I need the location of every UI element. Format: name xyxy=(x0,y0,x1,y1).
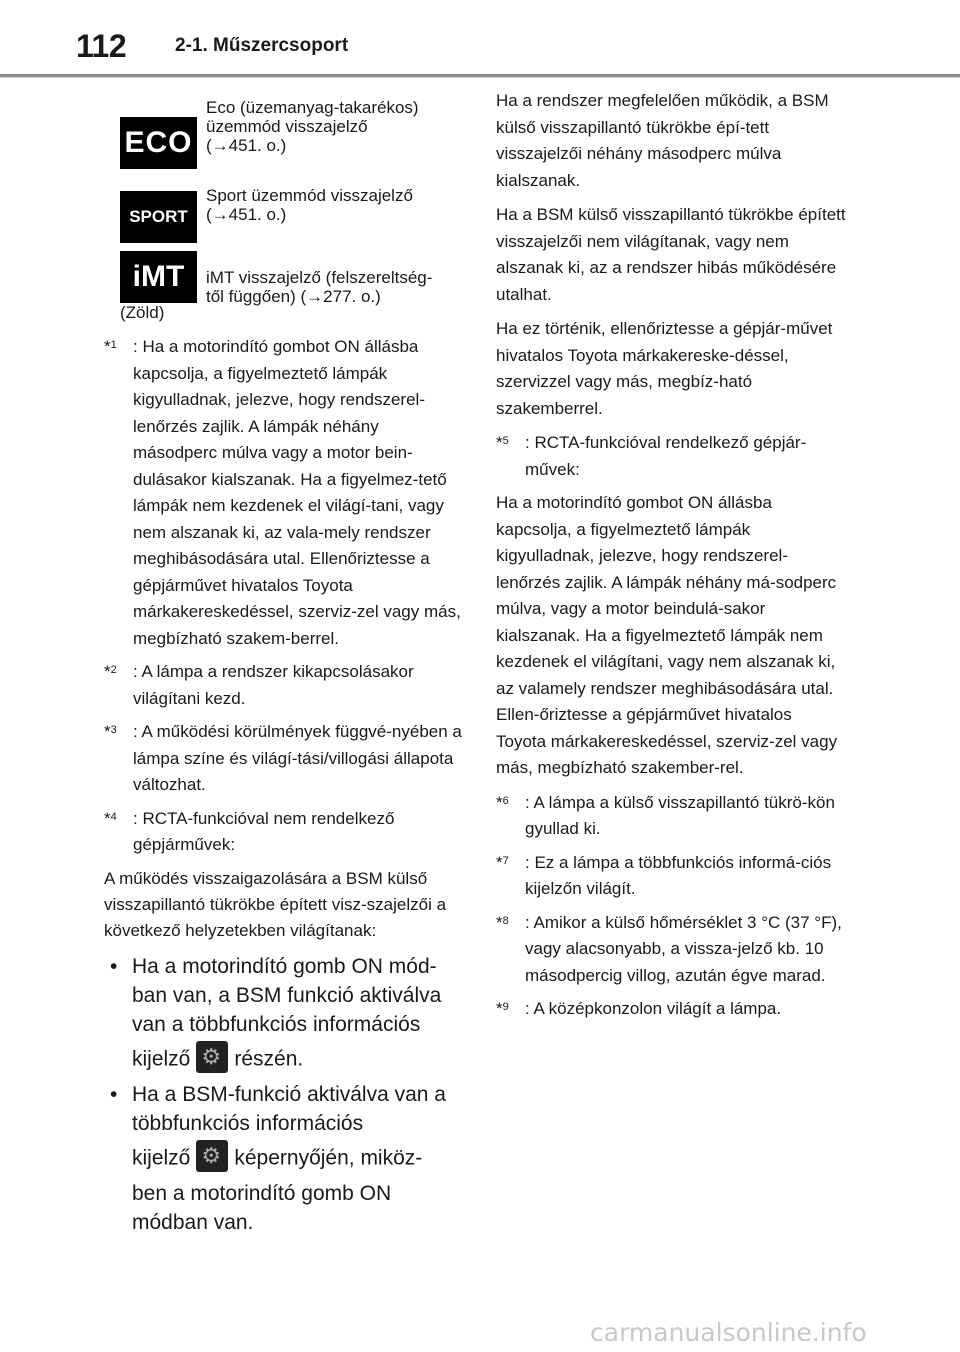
footnote-7 xyxy=(496,850,846,903)
bullet-glyph: • xyxy=(110,954,118,978)
paragraph: Ha a BSM külső visszapillantó tükrökbe épített visszajelzői nem világítanak, vagy nem alszanak ki, az a rendszer hibás működésére utalhat. xyxy=(496,205,846,304)
sport-icon-text: SPORT xyxy=(129,207,188,226)
eco-indicator-icon xyxy=(120,117,197,169)
bullet-glyph: • xyxy=(110,1082,118,1106)
bullet-text-line: kijelző⚙ részén. xyxy=(132,1044,466,1076)
eco-label-line: üzemmód visszajelző xyxy=(206,117,368,136)
footnote-2 xyxy=(104,659,466,712)
bullet-item xyxy=(104,1080,466,1237)
footnote-4 xyxy=(104,806,466,859)
paragraph: Ha ez történik, ellenőriztesse a gépjár-művet hivatalos Toyota márkakereske-déssel, szervizzel vagy más, megbíz-ható szakemberrel. xyxy=(496,319,833,418)
footnote-5 xyxy=(496,430,846,483)
section-title: 2-1. Műszercsoport xyxy=(175,35,349,56)
bullet-text: Ha a motorindító gomb ON mód-ban van, a BSM funkció aktiválva van a többfunkciós információs xyxy=(132,954,442,1036)
footnote-text: : A működési körülmények függvé-nyében a lámpa színe és világí-tási/villogási állapota változhat. xyxy=(133,722,462,794)
footnote-text: : Ha a motorindító gombot ON állásba kapcsolja, a figyelmeztető lámpák kigyulladnak, jelezve, hogy rendszerel-lenőrzés zajlik. A lámpák néhány másodperc múlva vagy a motor bein-dulásakor kialszanak. Ha a figyelmez-tető lámpák nem kezdenek el világí-tani, vagy nem alszanak ki, az vala-mely rendszer meghibásodására utal. Ellenőriztesse a gépjárművet hivatalos Toyota márkakereskedéssel, szerviz-zel vagy más, megbízható szakem-berrel. xyxy=(133,337,461,648)
footnote-text: : A lámpa a külső visszapillantó tükrö-kön gyullad ki. xyxy=(525,792,835,838)
footnote-8 xyxy=(496,910,846,990)
imt-label-line: iMT visszajelző (felszereltség- xyxy=(206,268,433,287)
sport-indicator-label xyxy=(206,186,413,224)
footnote-marker: *$^4$ xyxy=(104,808,117,828)
imt-label-line: től függően) (→277. o.) xyxy=(206,287,381,306)
bullet-text: ben a motorindító gomb ON módban van. xyxy=(132,1181,392,1234)
footnote-text: : RCTA-funkcióval nem rendelkező gépjárművek: xyxy=(133,808,395,854)
footnote-marker: *$^7$ xyxy=(496,852,509,872)
footnote-text: : RCTA-funkcióval rendelkező gépjár-művek: xyxy=(525,433,807,479)
eco-indicator-label xyxy=(206,98,419,155)
bsm-paragraph: A működés visszaigazolására a BSM külső visszapillantó tükrökbe épített visz-szajelzői a következő helyzetekben világítanak: xyxy=(104,868,447,940)
bullet-text-line: kijelző⚙ képernyőjén, miköz- xyxy=(132,1143,466,1175)
bullet-text: Ha a BSM-funkció aktiválva van a többfunkciós információs xyxy=(132,1082,446,1135)
footnote-marker: *$^5$ xyxy=(496,433,509,452)
footnote-marker: *$^1$ xyxy=(104,337,117,356)
page-header xyxy=(0,0,960,76)
left-column xyxy=(104,334,466,1240)
footnote-6 xyxy=(496,790,846,843)
footnote-marker: *$^6$ xyxy=(496,792,509,812)
footnote-marker: *$^8$ xyxy=(496,912,509,932)
page-number: 112 xyxy=(76,28,127,64)
sport-indicator-icon xyxy=(120,191,197,243)
sport-label-line: Sport üzemmód visszajelző xyxy=(206,186,413,205)
gear-icon xyxy=(196,1041,228,1073)
footnote-marker: *$^9$ xyxy=(496,999,509,1018)
eco-icon-text: ECO xyxy=(124,126,193,159)
footnote-text: : A középkonzolon világít a lámpa. xyxy=(525,999,782,1018)
sport-label-line: (→451. o.) xyxy=(206,205,287,224)
paragraph: Ha a motorindító gombot ON állásba kapcsolja, a figyelmeztető lámpák kigyulladnak, jelezve, hogy rendszerel-lenőrzés zajlik. A lámpák néhány má-sodperc múlva, vagy a motor beindulá-sakor kialszanak. Ha a figyelmeztető lámpák nem kezdenek el világítani, vagy nem alszanak ki, az valamely rendszer meghibásodására utal. Ellen-őriztesse a gépjárművet hivatalos Toyota márkakereskedéssel, szerviz-zel vagy más, megbízható szakember-rel. xyxy=(496,493,838,777)
paragraph: Ha a rendszer megfelelően működik, a BSM külső visszapillantó tükrökbe épí-tett visszajelzői néhány másodperc múlva kialszanak. xyxy=(496,91,829,190)
gear-icon xyxy=(196,1140,228,1172)
imt-icon-text: iMT xyxy=(132,260,185,293)
footnote-text: : A lámpa a rendszer kikapcsolásakor világítani kezd. xyxy=(133,662,414,708)
footnote-marker: *$^2$ xyxy=(104,662,117,681)
eco-label-line: Eco (üzemanyag-takarékos) xyxy=(206,98,419,117)
watermark: carmanualsonline.info xyxy=(590,1318,867,1347)
footnote-9 xyxy=(496,996,846,1023)
imt-color-note: (Zöld) xyxy=(120,303,165,322)
bullet-item xyxy=(104,952,466,1076)
header-rule-light xyxy=(0,77,960,78)
footnote-marker: *$^3$ xyxy=(104,722,117,741)
imt-indicator-icon xyxy=(120,251,197,303)
footnote-text: : Amikor a külső hőmérséklet 3 °C (37 °F), vagy alacsonyabb, a vissza-jelző kb. 10 másodpercig villog, azután égve marad. xyxy=(525,912,842,985)
footnote-3 xyxy=(104,719,466,799)
footnote-text: : Ez a lámpa a többfunkciós informá-ciós kijelzőn világít. xyxy=(525,852,832,898)
footnote-1 xyxy=(104,334,466,652)
eco-label-line: (→451. o.) xyxy=(206,136,287,155)
imt-indicator-label xyxy=(206,268,432,306)
right-column xyxy=(496,88,846,1030)
